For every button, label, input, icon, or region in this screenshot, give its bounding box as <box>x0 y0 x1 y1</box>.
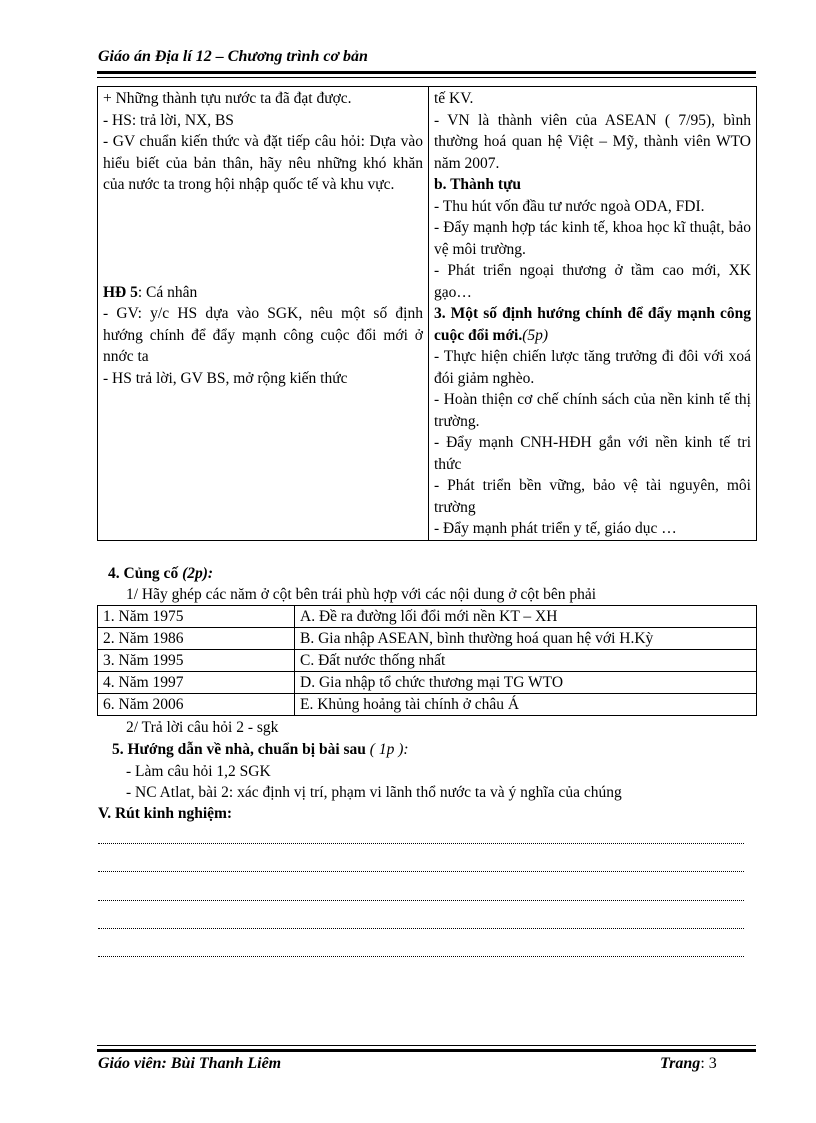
year-cell: 3. Năm 1995 <box>98 650 295 672</box>
consolidation-heading: 4. Củng cố (2p): <box>108 565 214 582</box>
homework-heading: 5. Hướng dẫn về nhà, chuẩn bị bài sau ( 1p ): <box>112 741 409 758</box>
orientation-heading: 3. Một số định hướng chính để đẩy mạnh công cuộc đổi mới.(5p) <box>434 305 751 344</box>
table-row <box>98 694 757 716</box>
table-row <box>98 672 757 694</box>
activity-5-label: HĐ 5 <box>103 283 138 301</box>
event-cell: B. Gia nhập ASEAN, bình thường hoá quan hệ với H.Kỳ <box>295 628 757 650</box>
left-line: - HS: trả lời, NX, BS <box>103 111 234 129</box>
blank-line <box>98 898 744 901</box>
content-cell <box>429 87 757 541</box>
teacher-activity-cell <box>98 87 429 541</box>
table-row <box>98 628 757 650</box>
left-line: - GV: y/c HS dựa vào SGK, nêu một số định hướng chính để đẩy mạnh công cuộc đổi mới ở nnớc ta <box>103 305 423 365</box>
homework-time: ( 1p ): <box>365 741 409 758</box>
matching-table <box>97 605 757 716</box>
blank-line <box>98 841 744 844</box>
activity-5-text: : Cá nhân <box>137 283 198 301</box>
right-line: tế KV. <box>434 90 474 107</box>
footer-rule-thick <box>97 1049 756 1052</box>
consolidation-question-1: 1/ Hãy ghép các năm ở cột bên trái phù hợp với các nội dung ở cột bên phải <box>126 586 597 603</box>
page-number <box>660 1055 717 1073</box>
consolidation-question-2: 2/ Trả lời câu hỏi 2 - sgk <box>126 719 279 736</box>
right-line: - Đẩy mạnh CNH-HĐH gắn với nền kinh tế tri thức <box>434 434 751 473</box>
right-line: - Hoàn thiện cơ chế chính sách của nền kinh tế thị trường. <box>434 391 751 430</box>
footer-rule-thin <box>97 1045 756 1046</box>
right-line: - VN là thành viên của ASEAN ( 7/95), bình thường hoá quan hệ Việt – Mỹ, thành viên WTO năm 2007. <box>434 111 751 172</box>
lesson-table-row <box>98 87 757 541</box>
event-cell: C. Đất nước thống nhất <box>295 650 757 672</box>
homework-item: - Làm câu hỏi 1,2 SGK <box>126 763 271 780</box>
right-line: - Thu hút vốn đầu tư nước ngoà ODA, FDI. <box>434 197 705 215</box>
header-rule-thick <box>97 71 756 74</box>
consolidation-time: (2p): <box>182 565 214 582</box>
left-line: - GV chuẩn kiến thức và đặt tiếp câu hỏi: Dựa vào hiểu biết của bản thân, hãy nêu những khó khăn của nước ta trong hội nhập quốc tế và khu vực. <box>103 133 423 193</box>
blank-line <box>98 926 744 929</box>
lesson-table <box>97 86 757 541</box>
year-cell: 1. Năm 1975 <box>98 606 295 628</box>
event-cell: E. Khủng hoảng tài chính ở châu Á <box>295 694 757 716</box>
blank-line <box>98 954 744 957</box>
teacher-name: Giáo viên: Bùi Thanh Liêm <box>98 1055 282 1072</box>
left-line: - HS trả lời, GV BS, mở rộng kiến thức <box>103 369 348 387</box>
lessons-learned-heading: V. Rút kinh nghiệm: <box>98 805 233 822</box>
blank-line <box>98 869 744 872</box>
right-line: - Đẩy mạnh hợp tác kinh tế, khoa học kĩ thuật, bảo vệ môi trường. <box>434 219 751 258</box>
achievements-heading: b. Thành tựu <box>434 176 521 193</box>
right-line: - Thực hiện chiến lược tăng trưởng đi đôi với xoá đói giảm nghèo. <box>434 348 751 387</box>
homework-item: - NC Atlat, bài 2: xác định vị trí, phạm vi lãnh thổ nước ta và ý nghĩa của chúng <box>126 784 622 801</box>
header-rule-thin <box>97 77 756 78</box>
page-header-title: Giáo án Địa lí 12 – Chương trình cơ bản <box>98 48 368 65</box>
right-line: - Phát triển bền vững, bảo vệ tài nguyên, môi trường <box>434 477 751 516</box>
year-cell: 2. Năm 1986 <box>98 628 295 650</box>
page-label: Trang <box>660 1055 701 1072</box>
left-line: + Những thành tựu nước ta đã đạt được. <box>103 90 352 107</box>
activity-5-line <box>103 282 423 304</box>
event-cell: A. Đề ra đường lối đổi mới nền KT – XH <box>295 606 757 628</box>
right-line: - Đẩy mạnh phát triển y tế, giáo dục … <box>434 520 677 537</box>
right-line: - Phát triển ngoại thương ở tầm cao mới, XK gạo… <box>434 262 751 301</box>
spacer <box>103 196 423 282</box>
orientation-time: (5p) <box>522 326 549 344</box>
table-row <box>98 606 757 628</box>
table-row <box>98 650 757 672</box>
page-num: : 3 <box>700 1055 717 1072</box>
event-cell: D. Gia nhập tổ chức thương mại TG WTO <box>295 672 757 694</box>
year-cell: 6. Năm 2006 <box>98 694 295 716</box>
year-cell: 4. Năm 1997 <box>98 672 295 694</box>
